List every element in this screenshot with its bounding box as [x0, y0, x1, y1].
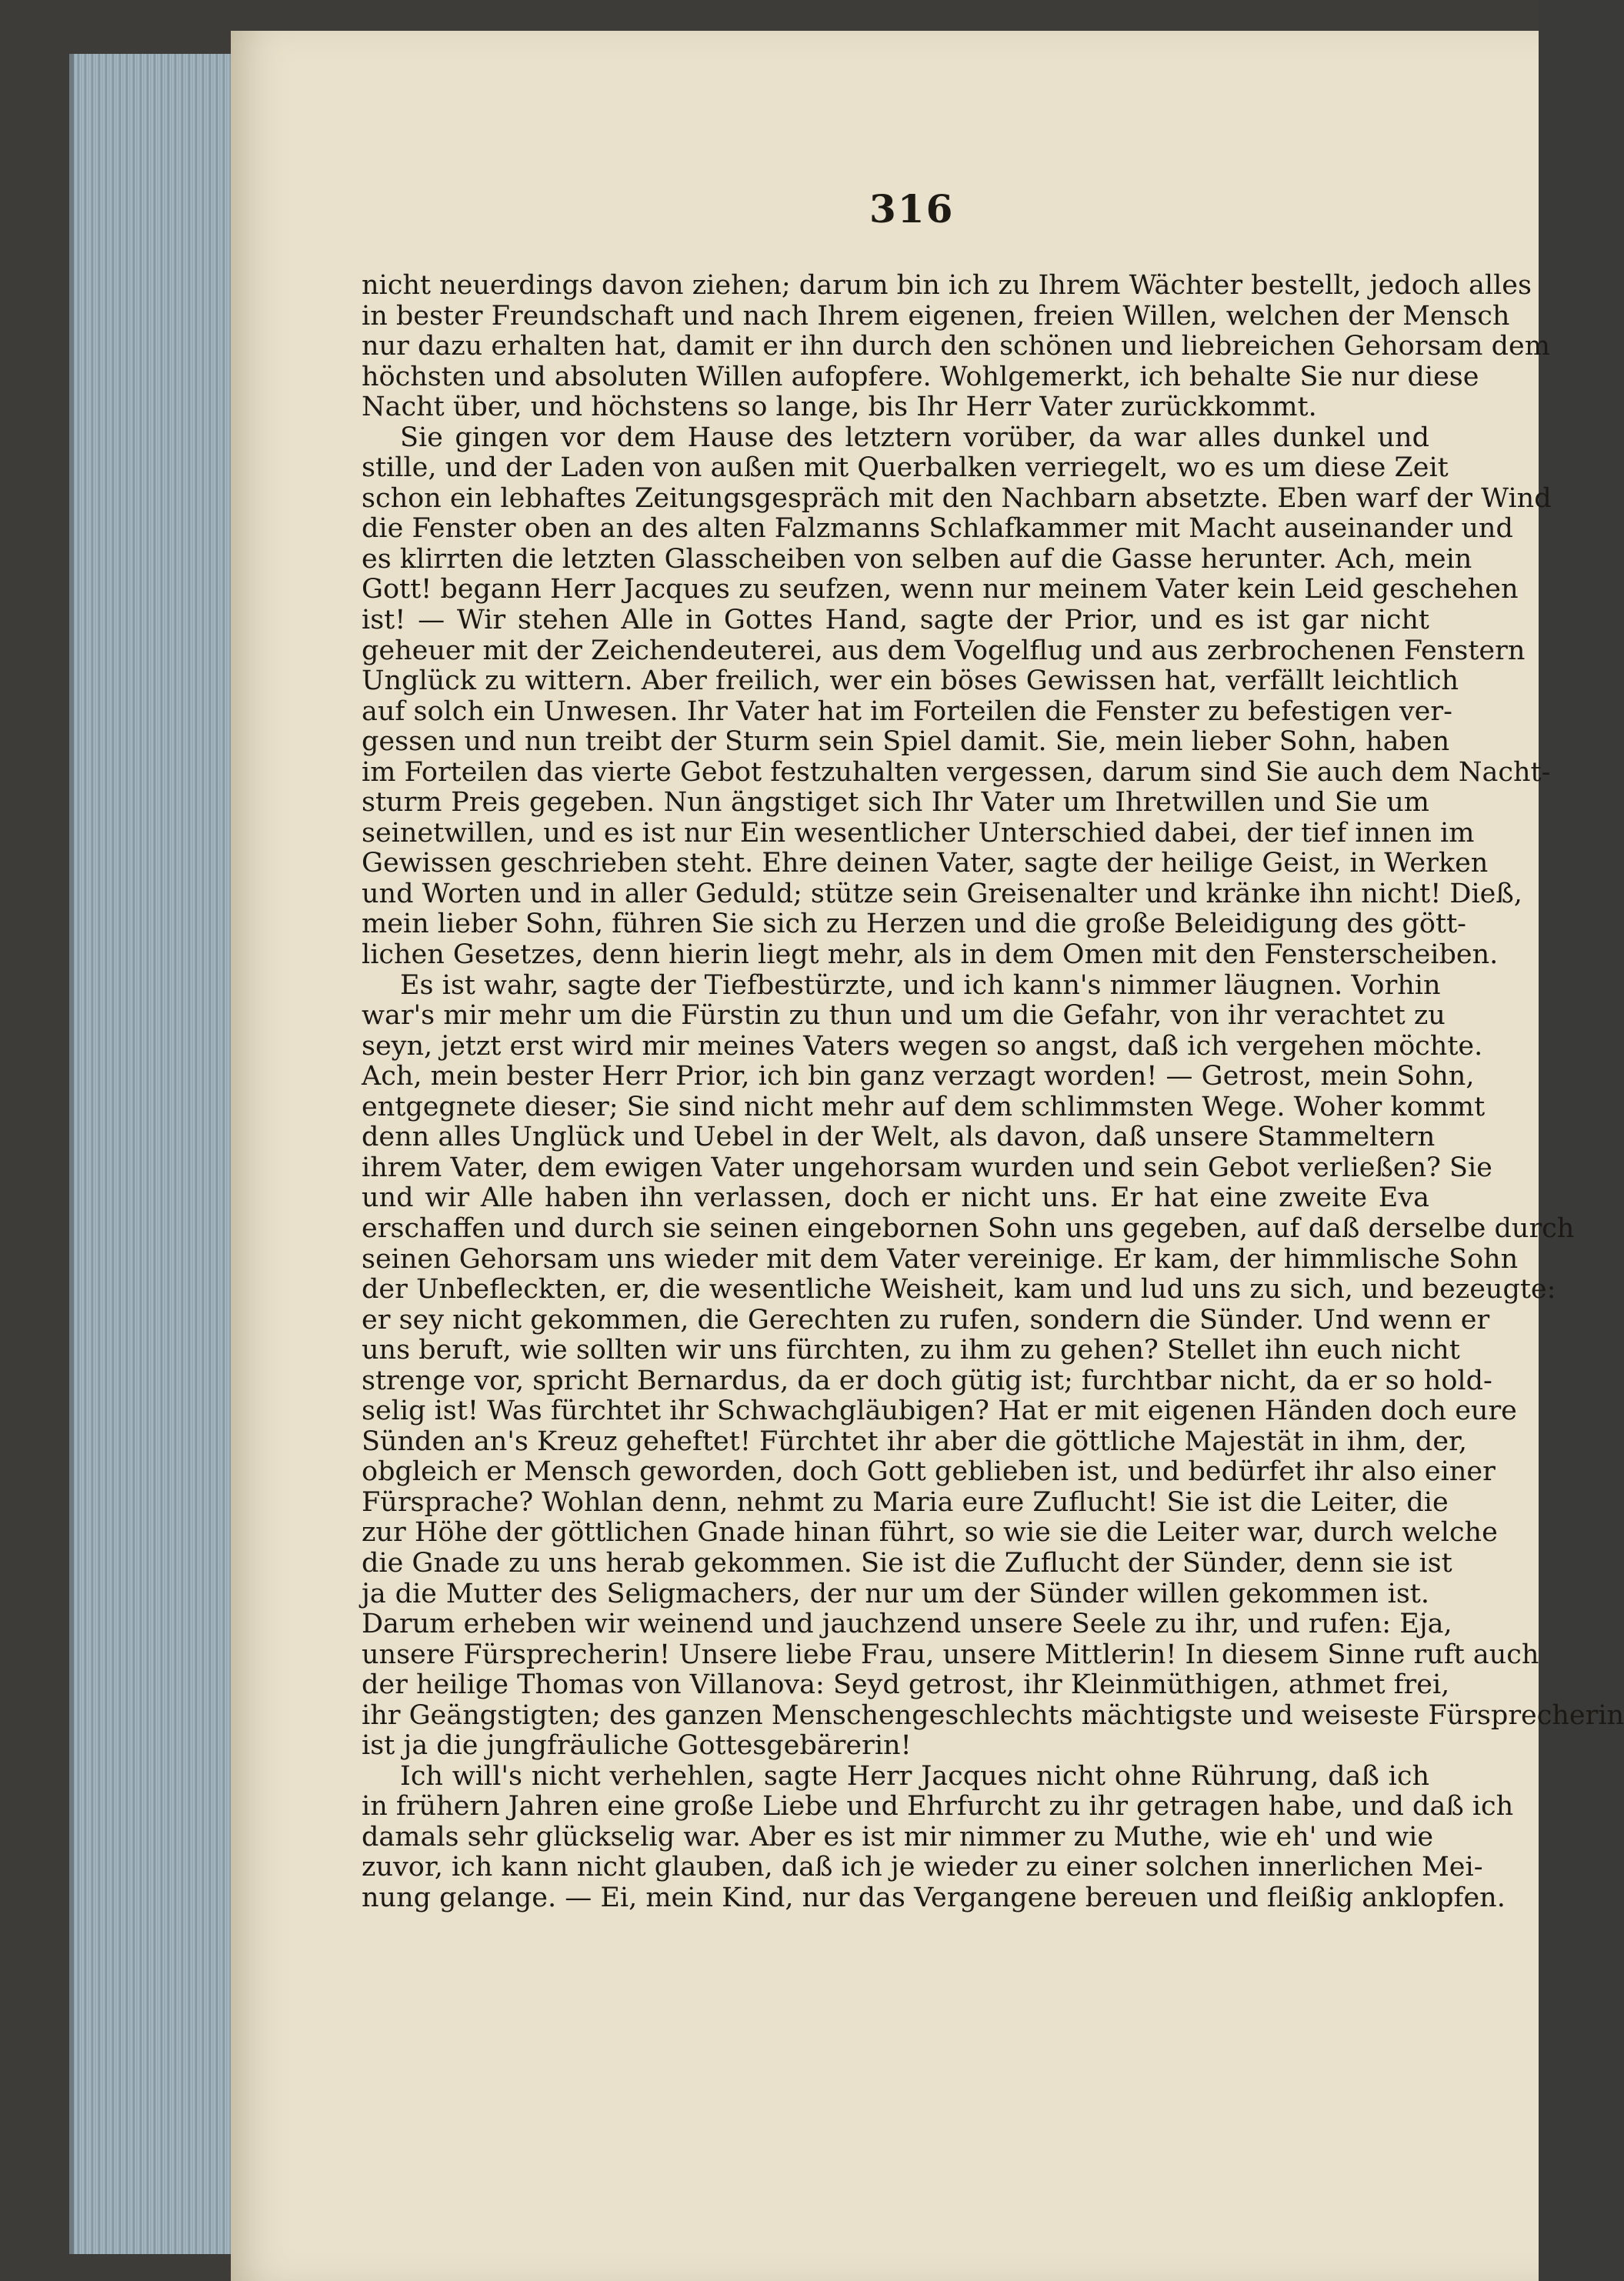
page-number: 316	[869, 186, 955, 232]
text-line: zur Höhe der göttlichen Gnade hinan führt, so wie sie die Leiter war, durch welche	[362, 1517, 1498, 1549]
text-line: war's mir mehr um die Fürstin zu thun und um die Gefahr, von ihr verachtet zu	[362, 1000, 1446, 1032]
text-line: in frühern Jahren eine große Liebe und Ehrfurcht zu ihr getragen habe, und daß ich	[362, 1791, 1514, 1822]
text-line: seinen Gehorsam uns wieder mit dem Vater vereinige. Er kam, der himmlische Sohn	[362, 1243, 1519, 1275]
text-line: nicht neuerdings davon ziehen; darum bin ich zu Ihrem Wächter bestellt, jedoch alles	[362, 270, 1532, 301]
text-line: uns beruft, wie sollten wir uns fürchten, zu ihm zu gehen? Stellet ihn euch nicht	[362, 1335, 1460, 1366]
text-line: Ich will's nicht verhehlen, sagte Herr Jacques nicht ohne Rührung, daß ich	[400, 1760, 1429, 1792]
text-line: auf solch ein Unwesen. Ihr Vater hat im Forteilen die Fenster zu befestigen ver-	[362, 695, 1452, 727]
text-line: ja die Mutter des Seligmachers, der nur um der Sünder willen gekommen ist.	[362, 1578, 1429, 1609]
text-line: Sie gingen vor dem Hause des letztern vorüber, da war alles dunkel und	[400, 422, 1429, 453]
body-text	[362, 270, 1624, 1914]
text-line: Ach, mein bester Herr Prior, ich bin ganz verzagt worden! — Getrost, mein Sohn,	[362, 1061, 1475, 1092]
text-line: der Unbefleckten, er, die wesentliche Weisheit, kam und lud uns zu sich, und bezeugte:	[362, 1274, 1556, 1306]
text-line: damals sehr glückselig war. Aber es ist mir nimmer zu Muthe, wie eh' und wie	[362, 1821, 1434, 1852]
text-line: ist ja die jungfräuliche Gottesgebärerin!	[362, 1730, 912, 1762]
text-line: unsere Fürsprecherin! Unsere liebe Frau, unsere Mittlerin! In diesem Sinne ruft auch	[362, 1639, 1539, 1670]
text-line: stille, und der Laden von außen mit Querbalken verriegelt, wo es um diese Zeit	[362, 452, 1449, 484]
text-line: höchsten und absoluten Willen aufopfere. Wohlgemerkt, ich behalte Sie nur diese	[362, 361, 1479, 392]
text-line: seinetwillen, und es ist nur Ein wesentlicher Unterschied dabei, der tief innen im	[362, 817, 1475, 849]
text-line: der heilige Thomas von Villanova: Seyd getrost, ihr Kleinmüthigen, athmet frei,	[362, 1669, 1450, 1701]
text-line: seyn, jetzt erst wird mir meines Vaters wegen so angst, daß ich vergehen möchte.	[362, 1030, 1483, 1062]
text-line: und Worten und in aller Geduld; stütze sein Greisenalter und kränke ihn nicht! Dieß,	[362, 878, 1522, 909]
text-line: denn alles Unglück und Uebel in der Welt, als davon, daß unsere Stammeltern	[362, 1122, 1436, 1153]
text-line: Es ist wahr, sagte der Tiefbestürzte, und ich kann's nimmer läugnen. Vorhin	[400, 969, 1441, 1001]
text-line: nung gelange. — Ei, mein Kind, nur das Vergangene bereuen und fleißig anklopfen.	[362, 1882, 1506, 1913]
text-line: die Gnade zu uns herab gekommen. Sie ist die Zuflucht der Sünder, denn sie ist	[362, 1547, 1452, 1579]
text-line: Sünden an's Kreuz geheftet! Fürchtet ihr aber die göttliche Majestät in ihm, der,	[362, 1426, 1468, 1457]
text-line: geheuer mit der Zeichendeuterei, aus dem Vogelflug und aus zerbrochenen Fenstern	[362, 635, 1526, 666]
text-line: Unglück zu wittern. Aber freilich, wer ein böses Gewissen hat, verfällt leichtlich	[362, 665, 1459, 697]
text-line: sturm Preis gegeben. Nun ängstiget sich Ihr Vater um Ihretwillen und Sie um	[362, 787, 1429, 819]
text-line: in bester Freundschaft und nach Ihrem eigenen, freien Willen, welchen der Mensch	[362, 300, 1510, 332]
text-line: die Fenster oben an des alten Falzmanns Schlafkammer mit Macht auseinander und	[362, 513, 1513, 545]
text-line: entgegnete dieser; Sie sind nicht mehr auf dem schlimmsten Wege. Woher kommt	[362, 1091, 1486, 1122]
text-line: schon ein lebhaftes Zeitungsgespräch mit den Nachbarn absetzte. Eben warf der Wind	[362, 482, 1552, 514]
text-line: er sey nicht gekommen, die Gerechten zu rufen, sondern die Sünder. Und wenn er	[362, 1304, 1490, 1336]
text-line: es klirrten die letzten Glasscheiben von selben auf die Gasse herunter. Ach, mein	[362, 543, 1472, 575]
text-line: Nacht über, und höchstens so lange, bis Ihr Herr Vater zurückkommt.	[362, 392, 1317, 423]
text-line: und wir Alle haben ihn verlassen, doch er nicht uns. Er hat eine zweite Eva	[362, 1182, 1429, 1214]
text-line: ist! — Wir stehen Alle in Gottes Hand, sagte der Prior, und es ist gar nicht	[362, 605, 1429, 636]
text-line: zuvor, ich kann nicht glauben, daß ich je wieder zu einer solchen innerlichen Mei-	[362, 1852, 1483, 1883]
text-line: Fürsprache? Wohlan denn, nehmt zu Maria eure Zuflucht! Sie ist die Leiter, die	[362, 1486, 1449, 1518]
text-line: Gott! begann Herr Jacques zu seufzen, wenn nur meinem Vater kein Leid geschehen	[362, 574, 1519, 605]
text-line: gessen und nun treibt der Sturm sein Spiel damit. Sie, mein lieber Sohn, haben	[362, 726, 1450, 758]
text-line: erschaffen und durch sie seinen eingebornen Sohn uns gegeben, auf daß derselbe durch	[362, 1212, 1575, 1244]
text-line: lichen Gesetzes, denn hierin liegt mehr, als in dem Omen mit den Fensterscheiben.	[362, 939, 1499, 971]
text-line: mein lieber Sohn, führen Sie sich zu Herzen und die große Beleidigung des gött-	[362, 909, 1466, 940]
text-line: ihr Geängstigten; des ganzen Menschengeschlechts mächtigste und weiseste Fürsprecherin	[362, 1699, 1624, 1731]
text-line: obgleich er Mensch geworden, doch Gott geblieben ist, und bedürfet ihr also einer	[362, 1456, 1496, 1488]
text-line: ihrem Vater, dem ewigen Vater ungehorsam wurden und sein Gebot verließen? Sie	[362, 1152, 1492, 1183]
text-line: strenge vor, spricht Bernardus, da er doch gütig ist; furchtbar nicht, da er so hold-	[362, 1365, 1492, 1396]
book-page-edges	[69, 54, 251, 2254]
text-line: im Forteilen das vierte Gebot festzuhalten vergessen, darum sind Sie auch dem Nacht-	[362, 756, 1551, 788]
text-line: selig ist! Was fürchtet ihr Schwachgläubigen? Hat er mit eigenen Händen doch eure	[362, 1396, 1517, 1427]
text-line: Gewissen geschrieben steht. Ehre deinen Vater, sagte der heilige Geist, in Werken	[362, 848, 1489, 879]
text-line: Darum erheben wir weinend und jauchzend unsere Seele zu ihr, und rufen: Eja,	[362, 1609, 1452, 1640]
text-line: nur dazu erhalten hat, damit er ihn durch den schönen und liebreichen Gehorsam dem	[362, 331, 1550, 362]
